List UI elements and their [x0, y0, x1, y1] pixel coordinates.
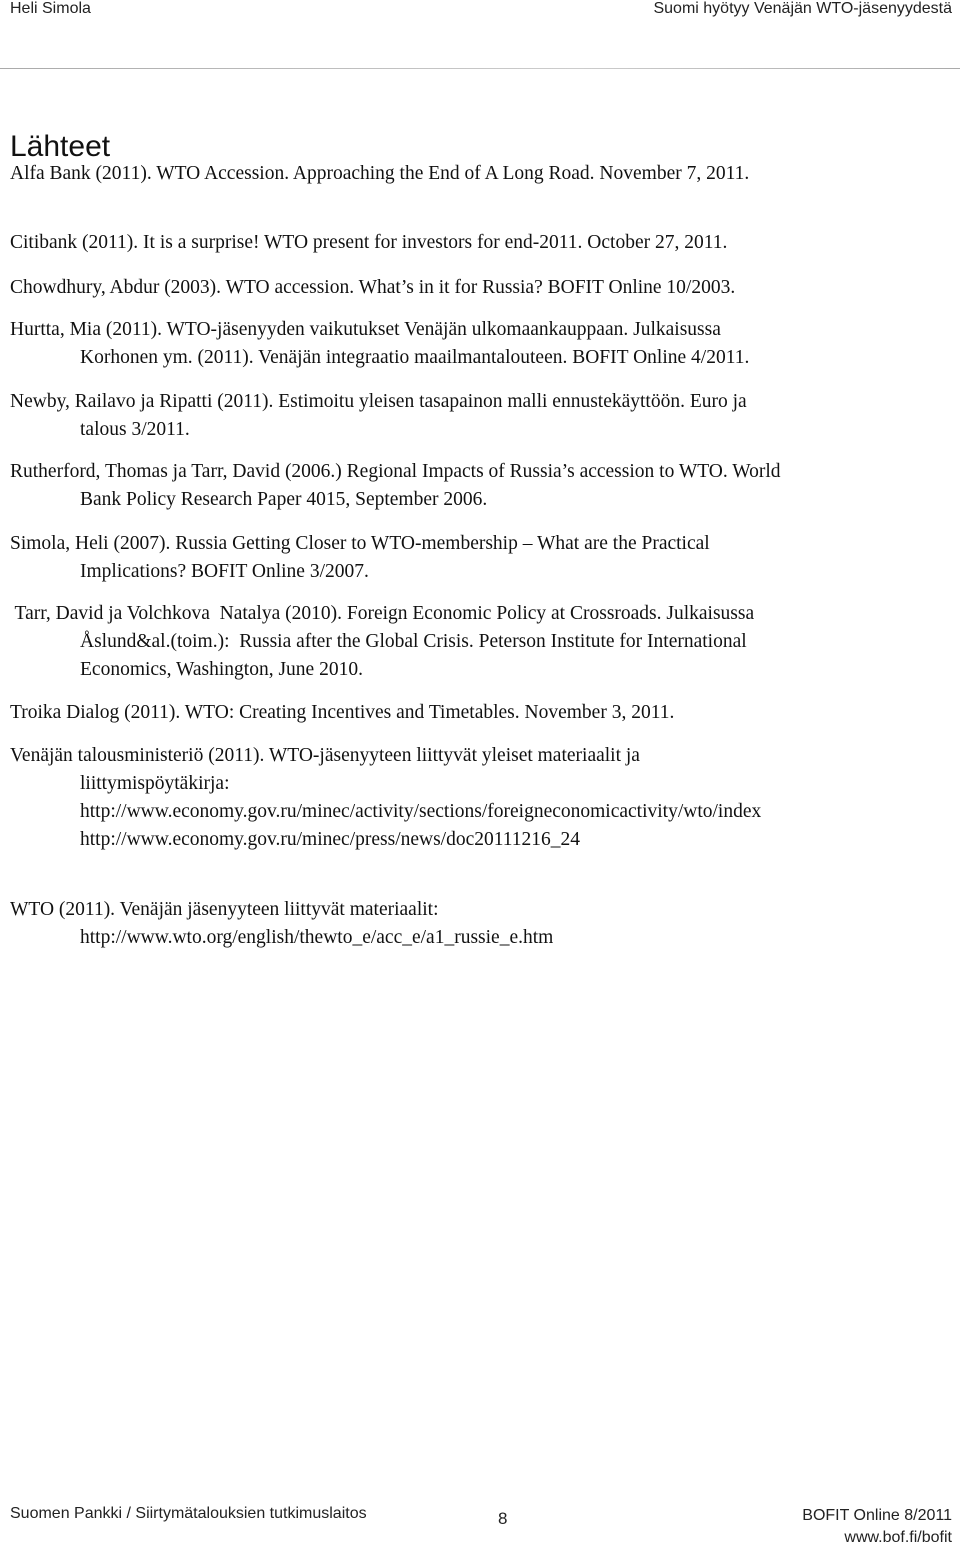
footer-series-block: [802, 1505, 952, 1549]
reference-hurtta: [10, 316, 950, 372]
reference-line: Implications? BOFIT Online 3/2007.: [80, 561, 369, 582]
reference-line: Korhonen ym. (2011). Venäjän integraatio maailmantalouteen. BOFIT Online 4/2011.: [80, 347, 750, 368]
reference-url: http://www.economy.gov.ru/minec/press/news/doc20111216_24: [80, 829, 581, 850]
header-doc-title: Suomi hyötyy Venäjän WTO-jäsenyydestä: [653, 0, 952, 17]
footer-institution: Suomen Pankki / Siirtymätalouksien tutkimuslaitos: [10, 1505, 367, 1522]
reference-line: Åslund&al.(toim.): Russia after the Global Crisis. Peterson Institute for International: [80, 631, 747, 652]
reference-url: http://www.economy.gov.ru/minec/activity/sections/foreigneconomicactivity/wto/index: [80, 801, 762, 822]
reference-simola: [10, 530, 950, 586]
reference-troika: [10, 699, 950, 727]
reference-line: Chowdhury, Abdur (2003). WTO accession. What’s in it for Russia? BOFIT Online 10/2003.: [10, 277, 736, 298]
page-header: [0, 0, 960, 24]
reference-line: Hurtta, Mia (2011). WTO-jäsenyyden vaikutukset Venäjän ulkomaankauppaan. Julkaisussa: [10, 319, 721, 340]
reference-line: Venäjän talousministeriö (2011). WTO-jäsenyyteen liittyvät yleiset materiaalit ja: [10, 745, 640, 766]
header-author: Heli Simola: [10, 0, 91, 17]
reference-line: Economics, Washington, June 2010.: [80, 659, 363, 680]
reference-line: Tarr, David ja Volchkova Natalya (2010). Foreign Economic Policy at Crossroads. Julkaisussa: [10, 603, 755, 624]
reference-line: Alfa Bank (2011). WTO Accession. Approaching the End of A Long Road. November 7, 2011.: [10, 163, 750, 184]
footer-series: BOFIT Online 8/2011: [802, 1507, 952, 1524]
reference-citibank: [10, 229, 950, 257]
reference-url: http://www.wto.org/english/thewto_e/acc_e/a1_russie_e.htm: [80, 927, 554, 948]
reference-line: Newby, Railavo ja Ripatti (2011). Estimoitu yleisen tasapainon malli ennustekäyttöön. Euro ja: [10, 391, 747, 412]
reference-line: liittymispöytäkirja:: [80, 773, 230, 794]
reference-line: Rutherford, Thomas ja Tarr, David (2006.) Regional Impacts of Russia’s accession to WTO. World: [10, 461, 781, 482]
reference-talousministerio: [10, 742, 950, 854]
reference-line: Citibank (2011). It is a surprise! WTO present for investors for end-2011. October 27, 2011.: [10, 232, 728, 253]
reference-newby: [10, 388, 950, 444]
reference-line: Bank Policy Research Paper 4015, September 2006.: [80, 489, 488, 510]
reference-line: talous 3/2011.: [80, 419, 190, 440]
reference-tarr-volchkova: [10, 600, 950, 684]
section-title: Lähteet: [10, 130, 111, 163]
reference-chowdhury: [10, 274, 950, 302]
footer-website: www.bof.fi/bofit: [844, 1529, 952, 1546]
page-number: 8: [498, 1509, 508, 1528]
reference-wto: [10, 896, 950, 952]
reference-line: Troika Dialog (2011). WTO: Creating Incentives and Timetables. November 3, 2011.: [10, 702, 675, 723]
reference-line: Simola, Heli (2007). Russia Getting Closer to WTO-membership – What are the Practical: [10, 533, 710, 554]
page-footer: [0, 1505, 960, 1547]
reference-alfa-bank: [10, 160, 950, 188]
header-divider: [0, 68, 960, 69]
reference-line: WTO (2011). Venäjän jäsenyyteen liittyvät materiaalit:: [10, 899, 439, 920]
reference-rutherford: [10, 458, 950, 514]
